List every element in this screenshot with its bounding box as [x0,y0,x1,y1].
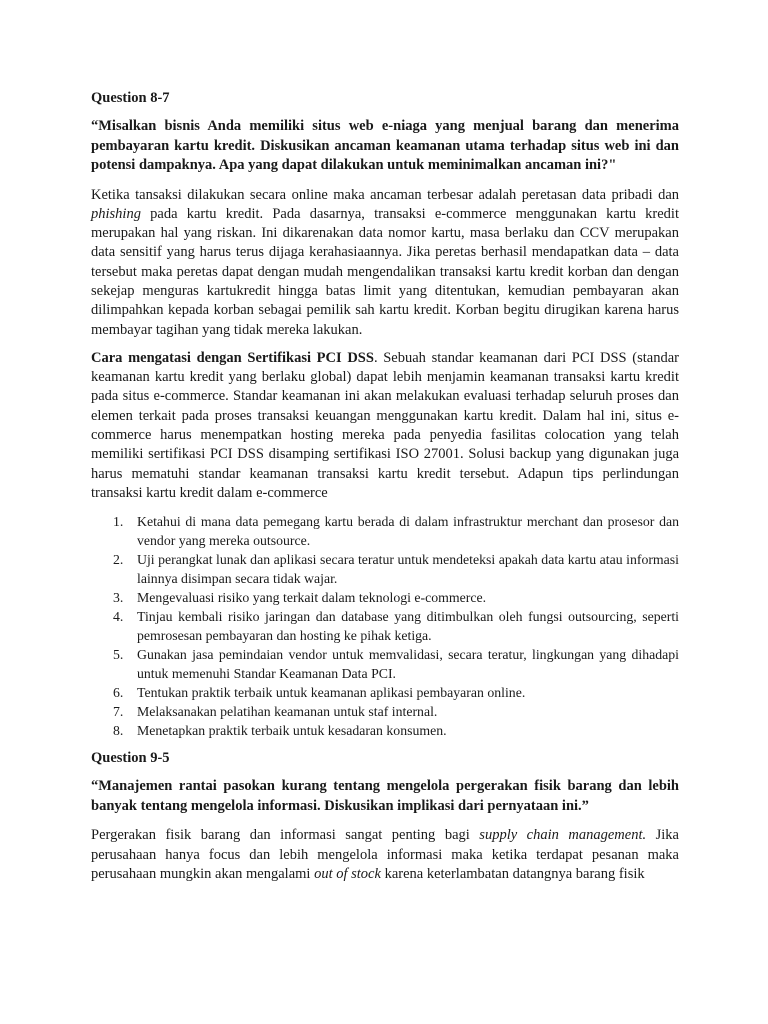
question-8-7-title: Question 8-7 [91,90,170,106]
list-number: 2. [113,552,124,568]
list-item [91,721,679,740]
question-9-5-title: Question 9-5 [91,750,170,767]
italic-term-supply-chain-management: supply chain management. [479,827,647,844]
text-run: pada kartu kredit. Pada dasarnya, transaksi e-commerce menggunakan kartu kredit merupakan hal yang riskan. Ini dikarenakan data nomor kartu, masa berlaku dan CCV merupakan data sensitif yang harus terus dijaga kerahasiaannya. Jika peretas berhasil mendapatkan data – data tersebut maka peretas dapat dengan mudah mengendalikan transaksi kartu kredit korban dan dengan sekejap menguras kartukredit hingga batas limit yang ditentukan, kemudian pembayaran akan dilimpahkan kepada korban sebagai pemilik sah kartu kredit. Korban begitu dirugikan karena harus membayar tagihan yang tidak mereka lakukan. [91,205,679,338]
list-number: 8. [113,723,124,739]
answer-8-7-paragraph-1 [91,186,679,340]
italic-term-out-of-stock: out of stock [314,865,381,882]
text-run: Jika perusahaan hanya focus dan lebih mengelola informasi maka ketika terdapat pesanan maka perusahaan mungkin akan mengalami [91,827,679,882]
list-number: 4. [113,609,124,625]
list-number: 3. [113,590,124,606]
answer-9-5-paragraph-1 [91,826,679,884]
list-item-text: Ketahui di mana data pemegang kartu berada di dalam infrastruktur merchant dan prosesor dan vendor yang mereka outsource. [137,514,679,549]
answer-8-7-paragraph-2 [91,349,679,503]
list-item [91,550,679,588]
bold-heading-pci-dss: Cara mengatasi dengan Sertifikasi PCI DSS [91,349,374,366]
question-8-7-prompt: “Misalkan bisnis Anda memiliki situs web e-niaga yang menjual barang dan menerima pembayaran kartu kredit. Diskusikan ancaman keamanan utama terhadap situs web ini dan potensi dampaknya. Apa yang dapat dilakukan untuk meminimalkan ancaman ini?" [91,118,679,173]
tips-list [91,512,679,740]
list-number: 7. [113,704,124,720]
list-item-text: Tinjau kembali risiko jaringan dan database yang ditimbulkan oleh fungsi outsourcing, seperti pemrosesan pembayaran dan hosting ke pihak ketiga. [137,609,679,644]
list-item-text: Uji perangkat lunak dan aplikasi secara teratur untuk mendeteksi apakah data kartu atau informasi lainnya disimpan secara tidak wajar. [137,552,679,587]
text-run: . Sebuah standar keamanan dari PCI DSS (standar keamanan kartu kredit yang berlaku global) dapat lebih menjamin keamanan transaksi kartu kredit pada situs e-commerce. Standar keamanan ini akan melakukan evaluasi terhadap seluruh proses dan elemen terkait pada proses transaksi keuangan menggunakan kartu kredit. Dalam hal ini, situs e-commerce harus menempatkan hosting mereka pada penyedia fasilitas colocation yang telah memiliki sertifikasi PCI DSS disamping sertifikasi ISO 27001. Solusi backup yang digunakan juga harus mematuhi standar keamanan transaksi kartu kredit tersebut. Adapun tips perlindungan transaksi kartu kredit dalam e-commerce [91,349,679,501]
list-item-text: Tentukan praktik terbaik untuk keamanan aplikasi pembayaran online. [137,685,526,701]
list-item [91,702,679,721]
list-item-text: Gunakan jasa pemindaian vendor untuk memvalidasi, secara teratur, lingkungan yang dihadapi untuk memenuhi Standar Keamanan Data PCI. [137,647,679,682]
list-item [91,683,679,702]
list-number: 6. [113,685,124,701]
italic-term-phishing: phishing [91,205,141,222]
text-run: karena keterlambatan datangnya barang fisik [380,865,645,882]
list-item-text: Melaksanakan pelatihan keamanan untuk staf internal. [137,704,438,720]
list-item-text: Menetapkan praktik terbaik untuk kesadaran konsumen. [137,723,447,739]
list-number: 1. [113,514,124,530]
list-item [91,645,679,683]
list-item [91,588,679,607]
list-item [91,512,679,550]
list-number: 5. [113,647,124,663]
text-run: Ketika tansaksi dilakukan secara online maka ancaman terbesar adalah peretasan data pribadi dan [91,186,679,203]
question-9-5-prompt: “Manajemen rantai pasokan kurang tentang mengelola pergerakan fisik barang dan lebih banyak tentang mengelola informasi. Diskusikan implikasi dari pernyataan ini.” [91,778,679,814]
list-item-text: Mengevaluasi risiko yang terkait dalam teknologi e-commerce. [137,590,487,606]
list-item [91,607,679,645]
text-run: Pergerakan fisik barang dan informasi sangat penting bagi [91,827,480,844]
